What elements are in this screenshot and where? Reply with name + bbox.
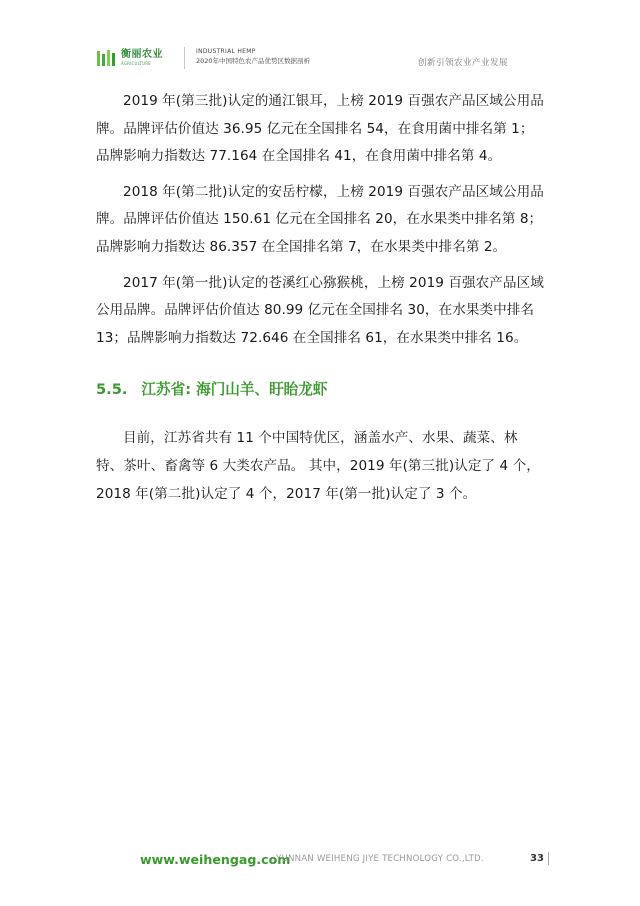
company-logo (96, 47, 168, 69)
report-title-en: INDUSTRIAL HEMP (196, 48, 256, 55)
header-slogan: 创新引领农业产业发展 (417, 58, 508, 68)
leaf-logo-icon (96, 49, 118, 67)
section-heading (96, 378, 544, 399)
page-number-divider (548, 852, 549, 865)
section-title-text: 江苏省: 海门山羊、盱眙龙虾 (141, 381, 328, 399)
logo-english-text: AGRICULTURE (121, 61, 152, 66)
section-number: 5.5. (96, 381, 128, 399)
page-footer (0, 846, 640, 876)
report-title-cn: 2020年中国特色农产品优势区数据剖析 (196, 57, 311, 65)
paragraph-anyue: 2018 年(第二批)认定的安岳柠檬，上榜 2019 百强农产品区域公用品牌。品牌评估价值达 150.61 亿元在全国排名 20，在水果类中排名第 8；品牌影响力指数达 86.357 在全国排名第 7，在水果类中排名第 2。 (96, 183, 544, 255)
paragraph-jiangsu: 目前，江苏省共有 11 个中国特优区，涵盖水产、水果、蔬菜、林特、茶叶、畜禽等 6 大类农产品。 其中，2019 年(第三批)认定了 4 个，2018 年(第二批)认定了 4 个，2017 年(第一批)认定了 3 个。 (96, 430, 540, 502)
company-name: YUNNAN WEIHENG JIYE TECHNOLOGY CO.,LTD. (276, 854, 484, 864)
page-number: 33 (530, 853, 544, 864)
website-link[interactable]: www.weihengag.com (140, 852, 291, 867)
paragraph-cangxi: 2017 年(第一批)认定的苍溪红心猕猴桃，上榜 2019 百强农产品区域公用品牌。品牌评估价值达 80.99 亿元在全国排名 30，在水果类中排名 13；品牌影响力指数达 72.646 在全国排名 61，在水果类中排名 16。 (96, 274, 544, 346)
page-header (0, 0, 640, 74)
logo-chinese-text: 衡丽农业 (121, 49, 163, 60)
paragraph-tongjiang: 2019 年(第三批)认定的通江银耳，上榜 2019 百强农产品区域公用品牌。品牌评估价值达 36.95 亿元在全国排名 54，在食用菌中排名第 1；品牌影响力指数达 77.164 在全国排名 41，在食用菌中排名第 4。 (96, 93, 544, 165)
document-body (96, 88, 544, 516)
header-divider (184, 47, 185, 69)
report-title-block (196, 49, 310, 65)
